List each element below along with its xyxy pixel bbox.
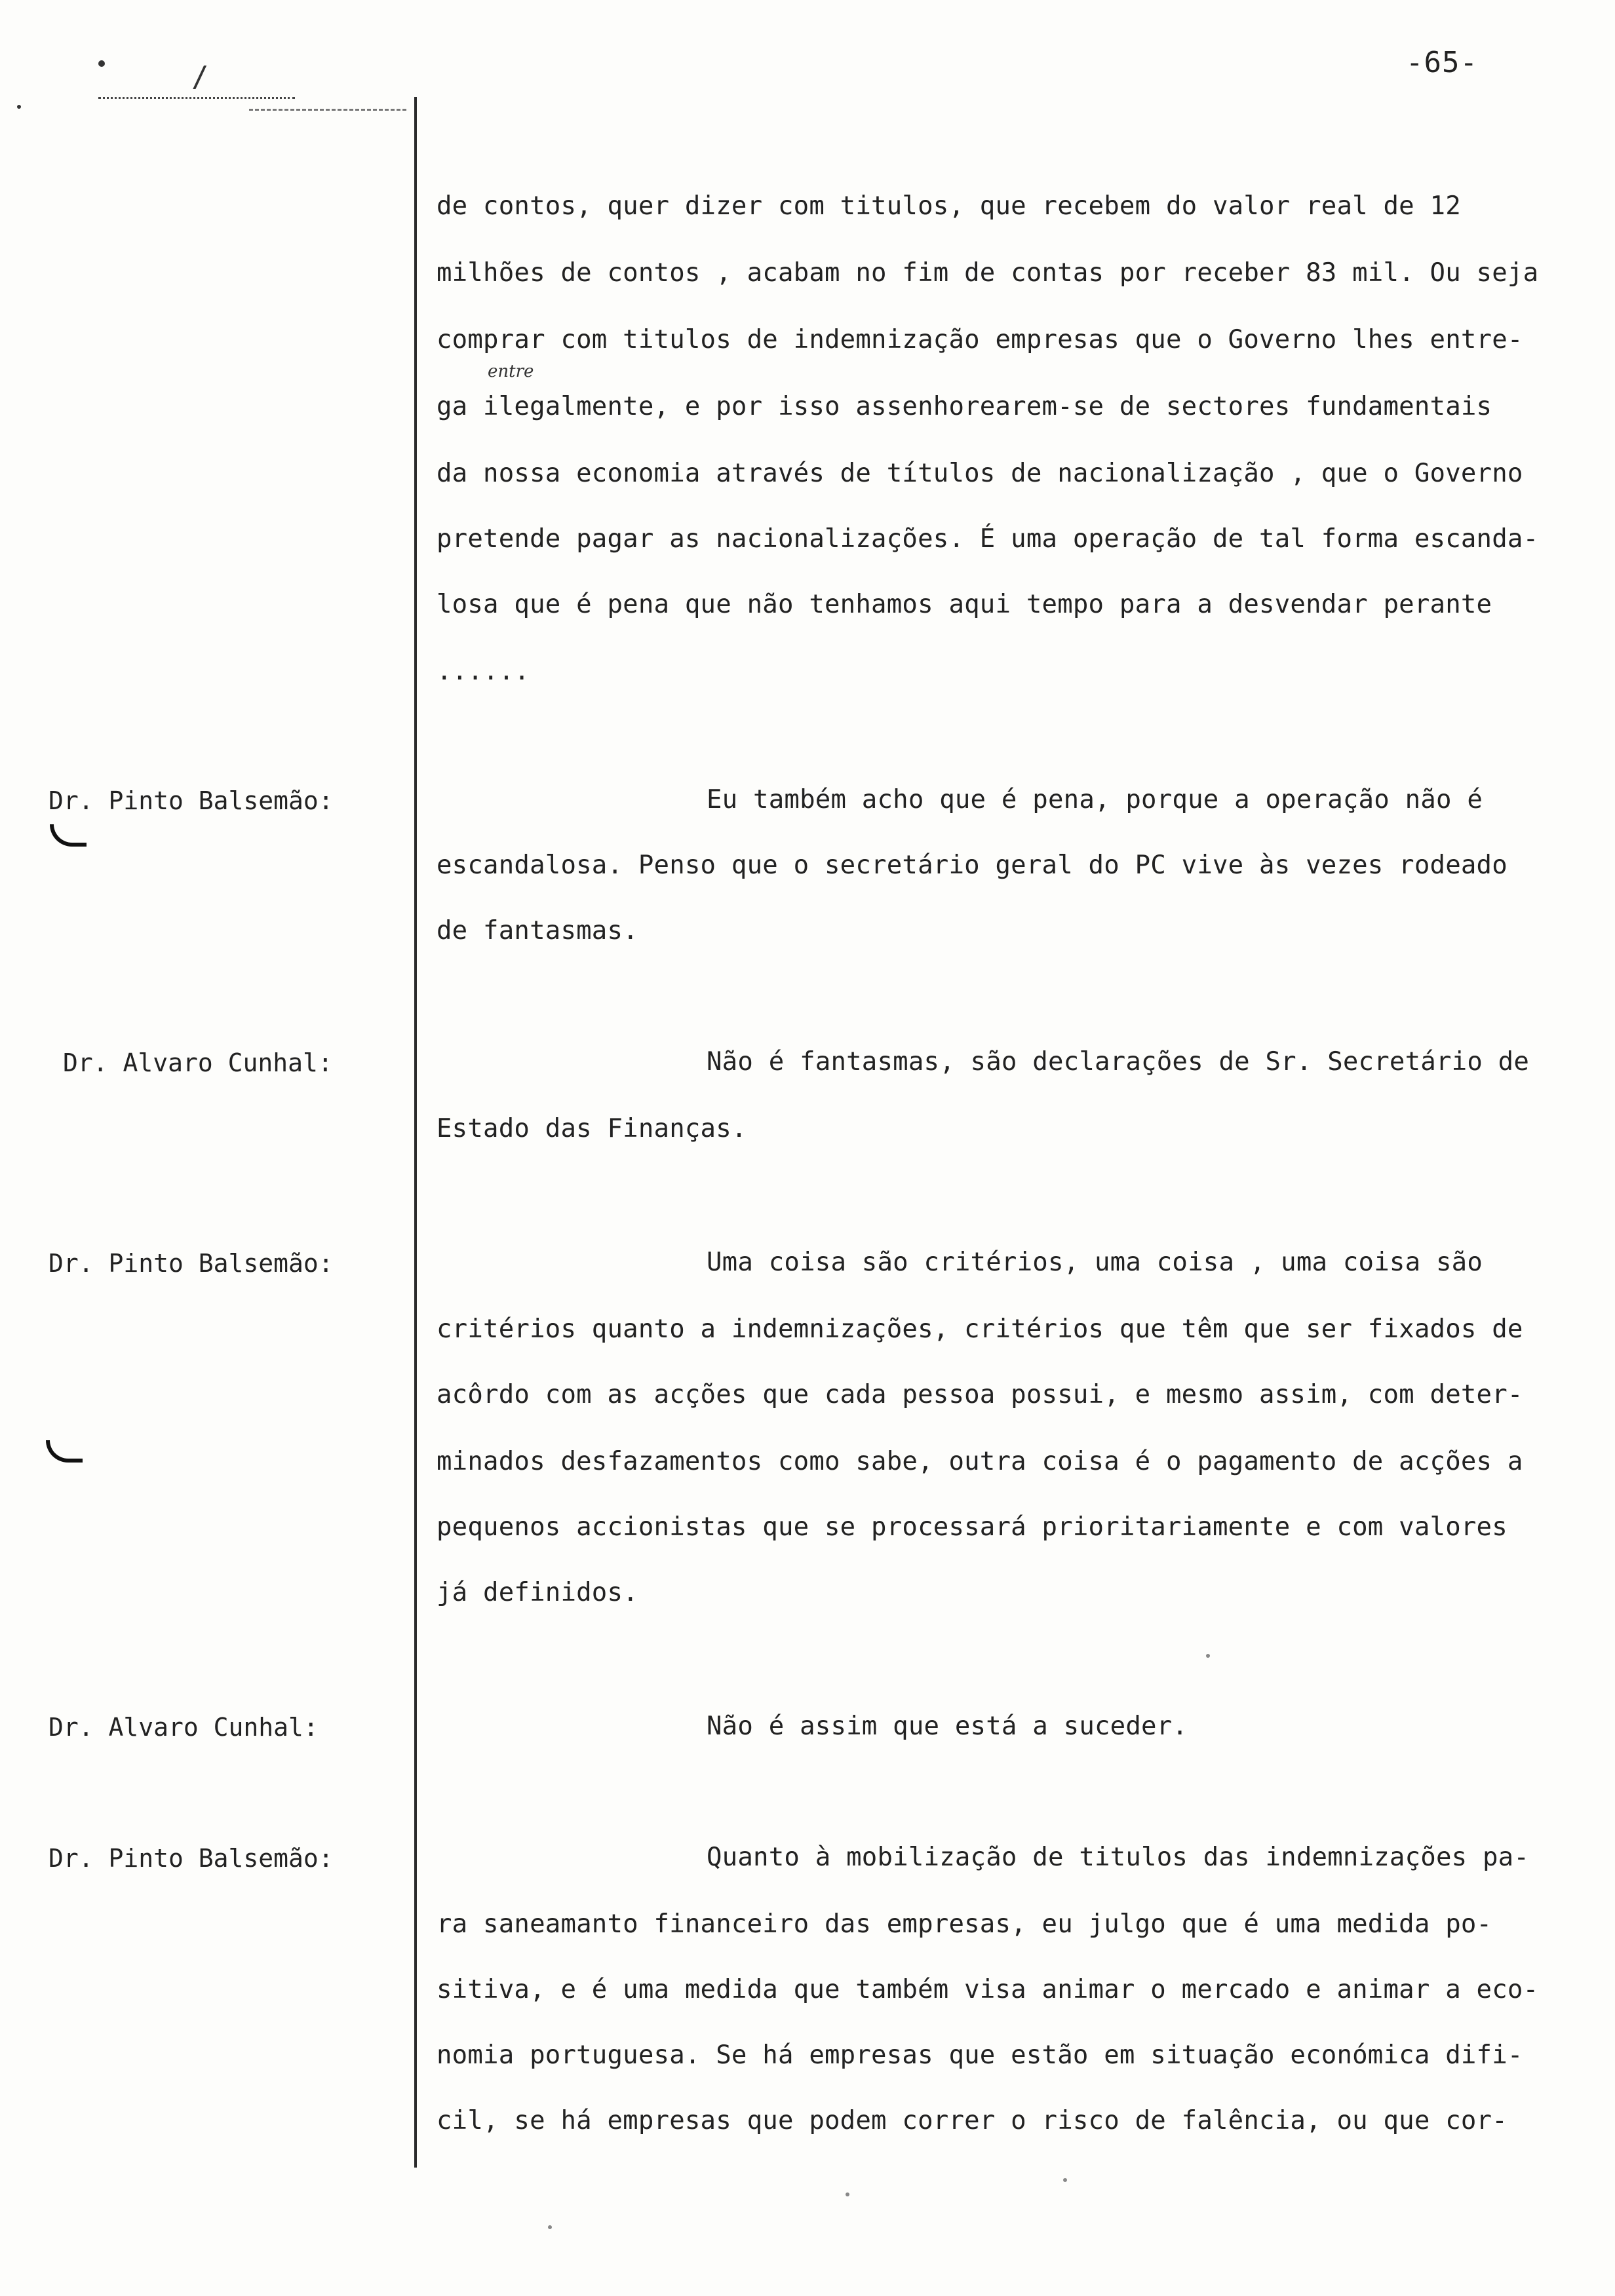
scan-speck xyxy=(548,2225,552,2229)
text-line: critérios quanto a indemnizações, critérios que têm que ser fixados de xyxy=(437,1314,1523,1344)
text-line: Não é fantasmas, são declarações de Sr. Secretário de xyxy=(707,1047,1530,1077)
text-line: pretende pagar as nacionalizações. É uma operação de tal forma escanda- xyxy=(437,524,1539,554)
speaker-label: Dr. Alvaro Cunhal: xyxy=(49,1713,319,1742)
text-line: losa que é pena que não tenhamos aqui tempo para a desvendar perante xyxy=(437,590,1492,619)
handwritten-insert: entre xyxy=(488,362,534,381)
speaker-label: Dr. Pinto Balsemão: xyxy=(49,1844,334,1873)
handwritten-bracket-mark xyxy=(50,824,87,847)
text-line: ra saneamanto financeiro das empresas, eu julgo que é uma medida po- xyxy=(437,1909,1492,1939)
page-number: -65- xyxy=(1406,46,1478,79)
text-line: escandalosa. Penso que o secretário geral do PC vive às vezes rodeado xyxy=(437,851,1508,880)
header-slash-mark: / xyxy=(191,60,209,94)
text-line: cil, se há empresas que podem correr o risco de falência, ou que cor- xyxy=(437,2106,1508,2135)
text-line: da nossa economia através de títulos de nacionalização , que o Governo xyxy=(437,459,1523,488)
text-line: Não é assim que está a suceder. xyxy=(707,1712,1188,1741)
text-line: de fantasmas. xyxy=(437,916,638,946)
text-line: Estado das Finanças. xyxy=(437,1114,747,1143)
header-dot-mark xyxy=(98,60,105,67)
text-line: pequenos accionistas que se processará prioritariamente e com valores xyxy=(437,1512,1508,1542)
text-line: comprar com titulos de indemnização empresas que o Governo lhes entre- xyxy=(437,325,1523,354)
text-line: Uma coisa são critérios, uma coisa , uma coisa são xyxy=(707,1248,1483,1277)
text-line: Eu também acho que é pena, porque a operação não é xyxy=(707,785,1483,814)
scan-speck xyxy=(1206,1654,1210,1658)
speaker-label: Dr. Pinto Balsemão: xyxy=(49,1249,334,1278)
text-line: de contos, quer dizer com titulos, que recebem do valor real de 12 xyxy=(437,191,1461,221)
text-line: milhões de contos , acabam no fim de contas por receber 83 mil. Ou seja xyxy=(437,258,1539,288)
margin-rule xyxy=(414,97,417,2168)
text-line: sitiva, e é uma medida que também visa animar o mercado e animar a eco- xyxy=(437,1975,1539,2004)
scan-speck xyxy=(846,2192,849,2196)
speaker-label: Dr. Alvaro Cunhal: xyxy=(63,1048,333,1077)
text-line: ga ilegalmente, e por isso assenhorearem-se de sectores fundamentais xyxy=(437,392,1492,421)
text-line: Quanto à mobilização de titulos das indemnizações pa- xyxy=(707,1843,1530,1872)
text-line: já definidos. xyxy=(437,1578,638,1607)
text-line: acôrdo com as acções que cada pessoa possui, e mesmo assim, com deter- xyxy=(437,1380,1523,1409)
scan-speck xyxy=(1063,2178,1067,2182)
text-line: nomia portuguesa. Se há empresas que estão em situação económica difi- xyxy=(437,2040,1523,2070)
text-line: ...... xyxy=(437,657,530,686)
header-dashed-rule xyxy=(249,109,406,111)
speaker-label: Dr. Pinto Balsemão: xyxy=(49,786,334,815)
header-dot-mark xyxy=(17,105,21,109)
text-line: minados desfazamentos como sabe, outra coisa é o pagamento de acções a xyxy=(437,1447,1523,1476)
handwritten-bracket-mark xyxy=(46,1440,83,1463)
